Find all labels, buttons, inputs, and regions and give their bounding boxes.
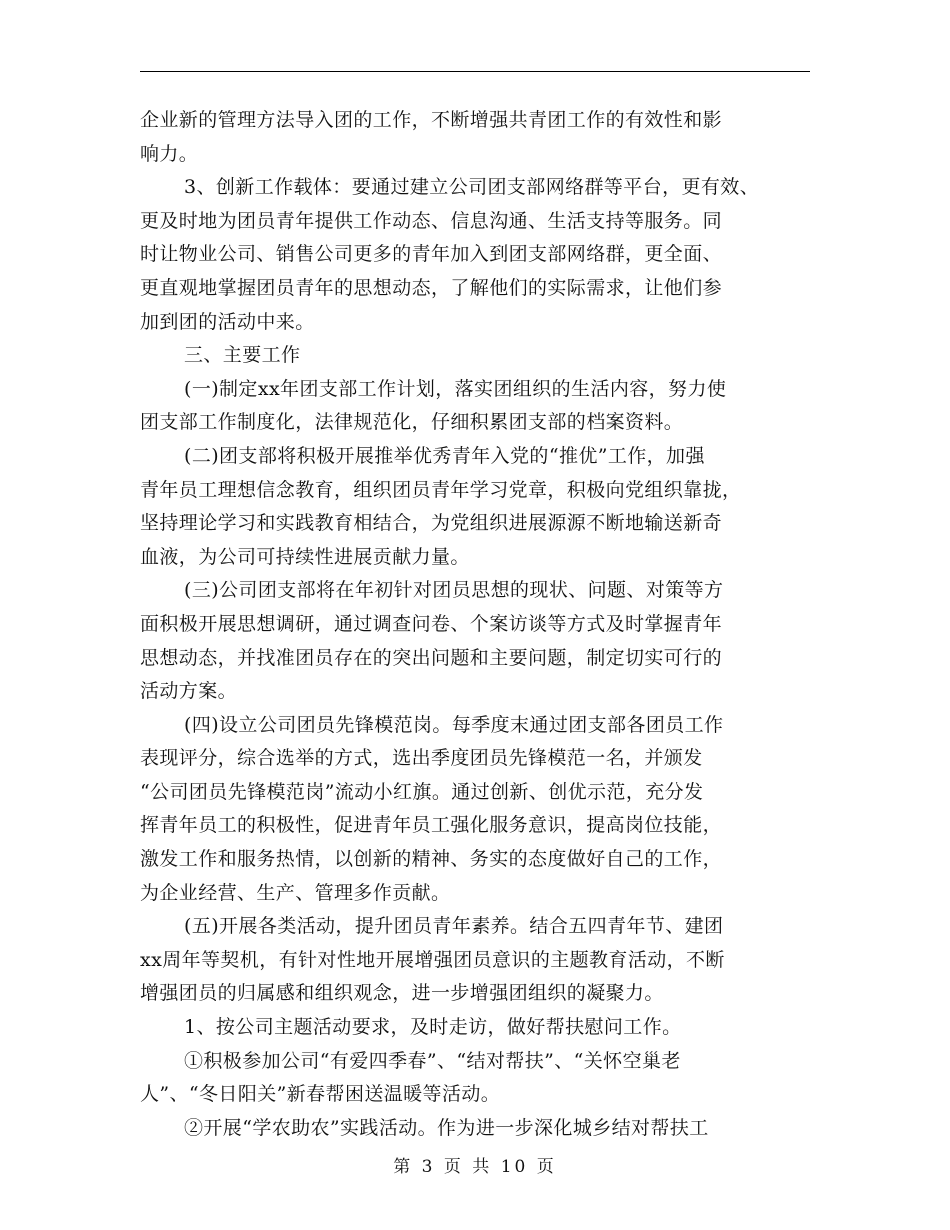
text-line: 血液，为公司可持续性进展贡献力量。	[140, 545, 470, 568]
text-line: 面积极开展思想调研，通过调查问卷、个案访谈等方式及时掌握青年	[140, 612, 723, 635]
text-line: 思想动态，并找准团员存在的突出问题和主要问题，制定切实可行的	[140, 646, 723, 669]
text-line: (一)制定xx年团支部工作计划，落实团组织的生活内容，努力使	[184, 377, 727, 400]
document-body	[140, 104, 820, 1145]
text-line: (二)团支部将积极开展推举优秀青年入党的“推优”工作，加强	[184, 444, 705, 467]
text-line: (五)开展各类活动，提升团员青年素养。结合五四青年节、建团	[184, 915, 724, 938]
text-line: 3、创新工作载体：要通过建立公司团支部网络群等平台，更有效、	[184, 176, 760, 199]
text-line: 青年员工理想信念教育，组织团员青年学习党章，积极向党组织靠拢，	[140, 478, 742, 501]
text-line: 更及时地为团员青年提供工作动态、信息沟通、生活支持等服务。同	[140, 209, 723, 232]
text-line: 三、主要工作	[184, 344, 301, 367]
text-line: ①积极参加公司“有爱四季春”、“结对帮扶”、“关怀空巢老	[184, 1049, 681, 1072]
text-line: (三)公司团支部将在年初针对团员思想的现状、问题、对策等方	[184, 579, 724, 602]
page-footer: 第 3 页 共 10 页	[393, 1157, 557, 1177]
text-line: 响力。	[140, 142, 199, 165]
text-line: 团支部工作制度化，法律规范化，仔细积累团支部的档案资料。	[140, 411, 684, 434]
text-line: ②开展“学农助农”实践活动。作为进一步深化城乡结对帮扶工	[184, 1116, 709, 1139]
text-line: 表现评分，综合选举的方式，选出季度团员先锋模范一名，并颁发	[140, 747, 703, 770]
text-line: (四)设立公司团员先锋模范岗。每季度末通过团支部各团员工作	[184, 713, 724, 736]
text-line: 增强团员的归属感和组织观念，进一步增强团组织的凝聚力。	[140, 982, 664, 1005]
text-line: 加到团的活动中来。	[140, 310, 315, 333]
text-line: 更直观地掌握团员青年的思想动态，了解他们的实际需求，让他们参	[140, 276, 723, 299]
text-line: 时让物业公司、销售公司更多的青年加入到团支部网络群，更全面、	[140, 243, 723, 266]
text-line: 挥青年员工的积极性，促进青年员工强化服务意识，提高岗位技能，	[140, 814, 723, 837]
header-rule	[140, 71, 810, 72]
text-line: 人”、“冬日阳关”新春帮困送温暖等活动。	[140, 1083, 501, 1106]
text-line: “公司团员先锋模范岗”流动小红旗。通过创新、创优示范，充分发	[140, 780, 704, 803]
text-line: 激发工作和服务热情，以创新的精神、务实的态度做好自己的工作，	[140, 848, 723, 871]
text-line: 1、按公司主题活动要求，及时走访，做好帮扶慰问工作。	[184, 1016, 682, 1039]
text-line: 坚持理论学习和实践教育相结合，为党组织进展源源不断地输送新奇	[140, 512, 723, 535]
text-line: 活动方案。	[140, 680, 238, 703]
text-line: xx周年等契机，有针对性地开展增强团员意识的主题教育活动，不断	[140, 948, 725, 971]
text-line: 企业新的管理方法导入团的工作，不断增强共青团工作的有效性和影	[140, 109, 723, 131]
text-line: 为企业经营、生产、管理多作贡献。	[140, 881, 451, 904]
